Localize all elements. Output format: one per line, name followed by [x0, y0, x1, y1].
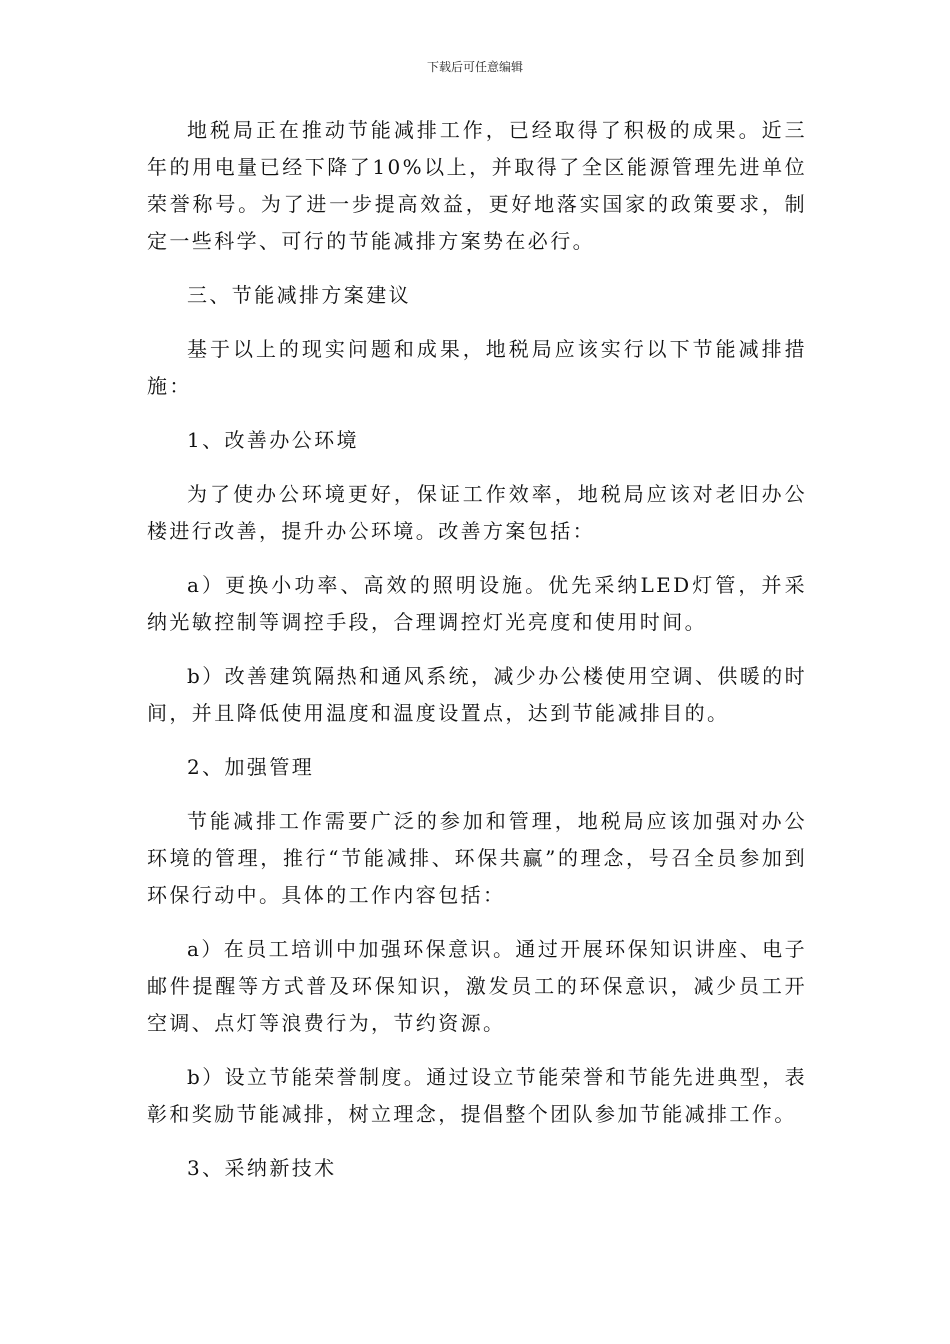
subheading-3: 3、采纳新技术 — [187, 1156, 337, 1180]
list-item-2a: a）在员工培训中加强环保意识。通过开展环保知识讲座、电子邮件提醒等方式普及环保知识，激发员工的环保意识，减少员工开空调、点灯等浪费行为，节约资源。 — [147, 937, 807, 1035]
paragraph-intro: 地税局正在推动节能减排工作，已经取得了积极的成果。近三年的用电量已经下降了10%以上，并取得了全区能源管理先进单位荣誉称号。为了进一步提高效益，更好地落实国家的政策要求，制定一些科学、可行的节能减排方案势在必行。 — [147, 118, 807, 253]
list-item-2b: b）设立节能荣誉制度。通过设立节能荣誉和节能先进典型，表彰和奖励节能减排，树立理念，提倡整个团队参加节能减排工作。 — [147, 1065, 808, 1126]
paragraph-management: 节能减排工作需要广泛的参加和管理，地税局应该加强对办公环境的管理，推行“节能减排、环保共赢”的理念，号召全员参加到环保行动中。具体的工作内容包括： — [147, 809, 807, 907]
paragraph-office-improvement: 为了使办公环境更好，保证工作效率，地税局应该对老旧办公楼进行改善，提升办公环境。改善方案包括： — [147, 482, 807, 543]
list-item-1a: a）更换小功率、高效的照明设施。优先采纳LED灯管，并采纳光敏控制等调控手段，合理调控灯光亮度和使用时间。 — [147, 573, 807, 634]
section-heading-3: 三、节能减排方案建议 — [187, 283, 411, 307]
subheading-2: 2、加强管理 — [187, 755, 315, 779]
document-body — [147, 112, 807, 1204]
list-item-1b: b）改善建筑隔热和通风系统，减少办公楼使用空调、供暖的时间，并且降低使用温度和温度设置点，达到节能减排目的。 — [147, 664, 808, 725]
subheading-1: 1、改善办公环境 — [187, 428, 359, 452]
paragraph-measures-intro: 基于以上的现实问题和成果，地税局应该实行以下节能减排措施： — [147, 337, 807, 398]
page-header-note: 下载后可任意编辑 — [426, 60, 523, 74]
